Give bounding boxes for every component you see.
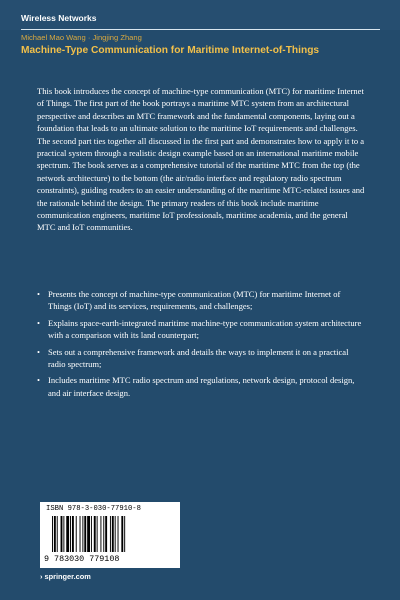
isbn-label: ISBN 978-3-030-77910-8: [46, 505, 141, 513]
barcode-bar: [97, 516, 98, 552]
barcode-bar: [57, 516, 58, 552]
barcode-bar: [124, 516, 125, 552]
barcode-bar: [52, 516, 53, 552]
feature-item: [37, 346, 365, 371]
barcode-bar: [103, 516, 104, 552]
barcode-digits: 9 783030 779108: [44, 554, 120, 564]
bullet-icon: •: [37, 375, 40, 386]
barcode-bar: [66, 516, 69, 552]
book-description: This book introduces the concept of machine-type communication (MTC) for maritime Internet of Things. The first part of the book portrays a maritime MTC system from an architectural perspective and describes an MTC framework and the fundamental components, laying out a foundation that leads to an ultimate solution to the maritime IoT requirements and challenges. The second part ties together all discussed in the first part and demonstrates how to apply it to a practical system through a realistic design example based on an international maritime mobile spectrum. The book serves as a comprehensive tutorial of the maritime MTC from the top (the network architecture) to the bottom (the air/radio interface and regulatory radio spectrum constraints), guiding readers to an easier understanding of the maritime MTC-related issues and the rationale behind the design. The primary readers of this book include maritime communication engineers, maritime IoT professionals, maritime academia, and the general MTC and IoT communities.: [37, 86, 365, 233]
barcode-bar: [105, 516, 107, 552]
barcode-bar: [110, 516, 111, 552]
feature-item: [37, 374, 365, 399]
feature-text: Includes maritime MTC radio spectrum and regulations, network design, protocol design, and air interface design.: [48, 375, 355, 398]
publisher-link[interactable]: [40, 572, 91, 581]
isbn-barcode-panel: [40, 502, 180, 568]
feature-text: Presents the concept of machine-type communication (MTC) for maritime Internet of Things (IoT) and its services, requirements, and challenges;: [48, 289, 341, 312]
barcode-bar: [63, 516, 64, 552]
series-title: Wireless Networks: [21, 13, 97, 23]
barcode-bar: [82, 516, 83, 552]
barcode-bar: [91, 516, 92, 552]
barcode-bar: [76, 516, 77, 552]
barcode-bar: [100, 516, 101, 552]
barcode-bar: [54, 516, 56, 552]
barcode-bar: [72, 516, 74, 552]
barcode-icon: [52, 516, 168, 552]
bullet-icon: •: [37, 289, 40, 299]
barcode-bar: [87, 516, 90, 552]
feature-text: Sets out a comprehensive framework and details the ways to implement it on a practical radio spectrum;: [48, 346, 349, 370]
barcode-bar: [61, 516, 63, 552]
barcode-bar: [112, 516, 114, 552]
feature-text: Explains space-earth-integrated maritime machine-type communication system architecture with a comparison with its land counterpart;: [48, 317, 362, 341]
feature-list: [37, 288, 365, 403]
book-title: Machine-Type Communication for Maritime Internet-of-Things: [21, 45, 320, 56]
feature-item: [37, 288, 365, 313]
header-divider: [21, 29, 380, 30]
barcode-bar: [121, 516, 123, 552]
barcode-bar: [118, 516, 119, 552]
barcode-bar: [70, 516, 71, 552]
bullet-icon: •: [37, 346, 40, 357]
barcode-bar: [84, 516, 86, 552]
arrow-right-icon: ›: [40, 572, 43, 581]
barcode-bar: [94, 516, 96, 552]
feature-item: [37, 317, 365, 342]
barcode-bar: [80, 516, 81, 552]
publisher-url: springer.com: [44, 572, 91, 581]
barcode-bar: [115, 516, 116, 552]
bullet-icon: •: [37, 317, 40, 328]
authors: Michael Mao Wang · Jingjing Zhang: [21, 33, 142, 42]
